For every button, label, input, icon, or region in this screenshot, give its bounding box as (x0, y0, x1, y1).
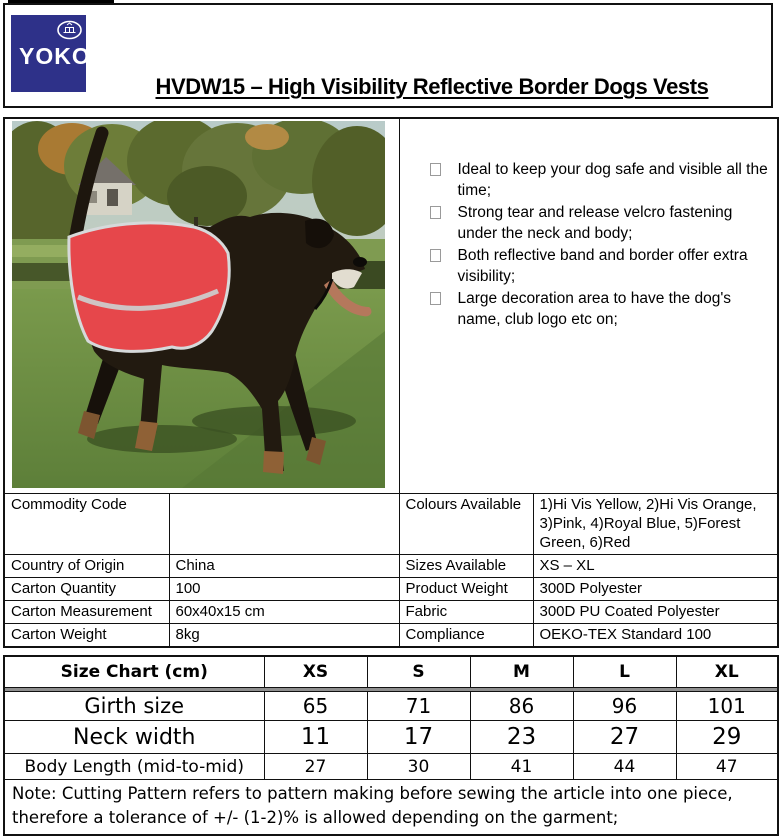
empty-square-bullet-icon (430, 206, 441, 219)
table-row (4, 494, 778, 555)
size-column-header: M (470, 656, 573, 688)
cell-value: 96 (573, 692, 676, 721)
cell-value: 17 (367, 721, 470, 754)
note-row (4, 780, 778, 836)
row-label: Girth size (4, 692, 264, 721)
empty-square-bullet-icon (430, 249, 441, 262)
list-item (430, 159, 770, 201)
field-label: Product Weight (399, 578, 533, 601)
field-value: XS – XL (533, 555, 778, 578)
cell-value: 44 (573, 754, 676, 780)
table-row (4, 624, 778, 648)
cell-value: 27 (573, 721, 676, 754)
yoko-emblem-icon (56, 20, 83, 41)
field-label: Fabric (399, 601, 533, 624)
field-label: Sizes Available (399, 555, 533, 578)
header (3, 3, 773, 108)
field-label: Colours Available (399, 494, 533, 555)
cell-value: 29 (676, 721, 778, 754)
cell-value: 41 (470, 754, 573, 780)
size-chart-table (3, 655, 779, 836)
features-cell (399, 118, 778, 494)
cell-value: 71 (367, 692, 470, 721)
table-row (4, 578, 778, 601)
field-value: 8kg (169, 624, 399, 648)
table-row (4, 692, 778, 721)
list-item (430, 202, 770, 244)
feature-text: Ideal to keep your dog safe and visible all the time; (457, 161, 768, 199)
size-chart-title: Size Chart (cm) (4, 656, 264, 688)
registered-trademark-icon: ® (89, 64, 96, 71)
field-value: 300D PU Coated Polyester (533, 601, 778, 624)
field-value: China (169, 555, 399, 578)
logo-text: YOKO (19, 43, 91, 69)
field-label: Compliance (399, 624, 533, 648)
cell-value: 11 (264, 721, 367, 754)
field-value: 60x40x15 cm (169, 601, 399, 624)
yoko-logo (11, 15, 96, 92)
table-row (4, 754, 778, 780)
size-column-header: XL (676, 656, 778, 688)
feature-list (430, 159, 770, 330)
photo-features-row (4, 118, 778, 494)
table-row (4, 721, 778, 754)
table-row (4, 601, 778, 624)
product-photo (12, 121, 385, 488)
table-row (4, 555, 778, 578)
size-chart-header-row (4, 656, 778, 688)
cell-value: 30 (367, 754, 470, 780)
empty-square-bullet-icon (430, 292, 441, 305)
field-label: Country of Origin (4, 555, 169, 578)
field-value (169, 494, 399, 555)
field-value: 100 (169, 578, 399, 601)
page-title: HVDW15 – High Visibility Reflective Border Dogs Vests (155, 74, 709, 99)
row-label: Body Length (mid-to-mid) (4, 754, 264, 780)
cell-value: 65 (264, 692, 367, 721)
field-label: Carton Quantity (4, 578, 169, 601)
size-column-header: S (367, 656, 470, 688)
field-label: Commodity Code (4, 494, 169, 555)
row-label: Neck width (4, 721, 264, 754)
dog-vest (69, 223, 229, 351)
logo-wordmark (19, 43, 97, 70)
product-info-table (3, 117, 779, 648)
field-value: OEKO-TEX Standard 100 (533, 624, 778, 648)
feature-text: Strong tear and release velcro fastening under the neck and body; (457, 204, 733, 242)
field-label: Carton Weight (4, 624, 169, 648)
size-column-header: XS (264, 656, 367, 688)
tolerance-note: Note: Cutting Pattern refers to pattern making before sewing the article into one piece, therefore a tolerance of +/- (1-2)% is allowed depending on the garment; (4, 780, 778, 836)
empty-square-bullet-icon (430, 163, 441, 176)
list-item (430, 245, 770, 287)
feature-text: Both reflective band and border offer extra visibility; (457, 247, 748, 285)
field-value: 1)Hi Vis Yellow, 2)Hi Vis Orange, 3)Pink, 4)Royal Blue, 5)Forest Green, 6)Red (533, 494, 778, 555)
cell-value: 27 (264, 754, 367, 780)
cell-value: 86 (470, 692, 573, 721)
list-item (430, 288, 770, 330)
cell-value: 23 (470, 721, 573, 754)
field-label: Carton Measurement (4, 601, 169, 624)
feature-text: Large decoration area to have the dog's name, club logo etc on; (457, 290, 732, 328)
dog-nose (353, 257, 367, 267)
size-column-header: L (573, 656, 676, 688)
field-value: 300D Polyester (533, 578, 778, 601)
photo-cell (4, 118, 399, 494)
cell-value: 47 (676, 754, 778, 780)
cell-value: 101 (676, 692, 778, 721)
